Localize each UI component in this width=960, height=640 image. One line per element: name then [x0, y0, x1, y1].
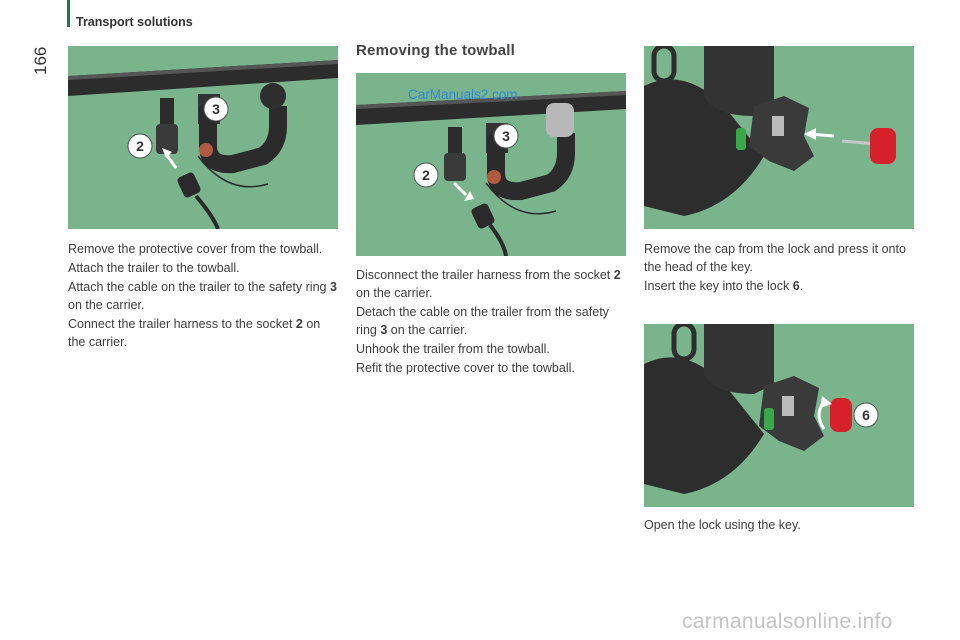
removing-towball-heading: Removing the towball — [356, 42, 516, 59]
header-accent-bar — [67, 0, 70, 27]
col2-para-3: Unhook the trailer from the towball. — [356, 342, 550, 356]
col3-para-1: Remove the cap from the lock and press it onto the head of the key. — [644, 242, 906, 274]
col3-para-3: Open the lock using the key. — [644, 518, 801, 532]
section-title: Transport solutions — [76, 15, 193, 29]
towball-attach-illustration — [68, 46, 338, 229]
callout-2b: 2 — [422, 167, 430, 183]
col2-para-1: Disconnect the trailer harness from the socket 2 on the carrier. — [356, 268, 621, 300]
col3-para-2: Insert the key into the lock 6. — [644, 279, 804, 293]
col2-para-4: Refit the protective cover to the towball. — [356, 361, 575, 375]
callout-3: 3 — [212, 101, 220, 117]
callout-3b: 3 — [502, 128, 510, 144]
col3-bottom-text — [644, 516, 914, 535]
col3-top-text — [644, 240, 914, 296]
watermark-bottom: carmanualsonline.info — [682, 610, 893, 633]
col2-text — [356, 266, 626, 378]
watermark-top: CarManuals2.com — [408, 87, 518, 102]
lock-open-illustration — [644, 324, 914, 507]
col1-para-4: Connect the trailer harness to the socket 2 on the carrier. — [68, 317, 321, 349]
page-number: 166 — [31, 46, 50, 75]
col2-para-2: Detach the cable on the trailer from the safety ring 3 on the carrier. — [356, 305, 609, 337]
col1-para-2: Attach the trailer to the towball. — [68, 261, 240, 275]
col1-para-3: Attach the cable on the trailer to the safety ring 3 on the carrier. — [68, 280, 337, 312]
col1-text — [68, 240, 338, 352]
callout-2: 2 — [136, 138, 144, 154]
callout-6: 6 — [862, 407, 870, 423]
lock-key-illustration — [644, 46, 914, 229]
col1-para-1: Remove the protective cover from the towball. — [68, 242, 323, 256]
